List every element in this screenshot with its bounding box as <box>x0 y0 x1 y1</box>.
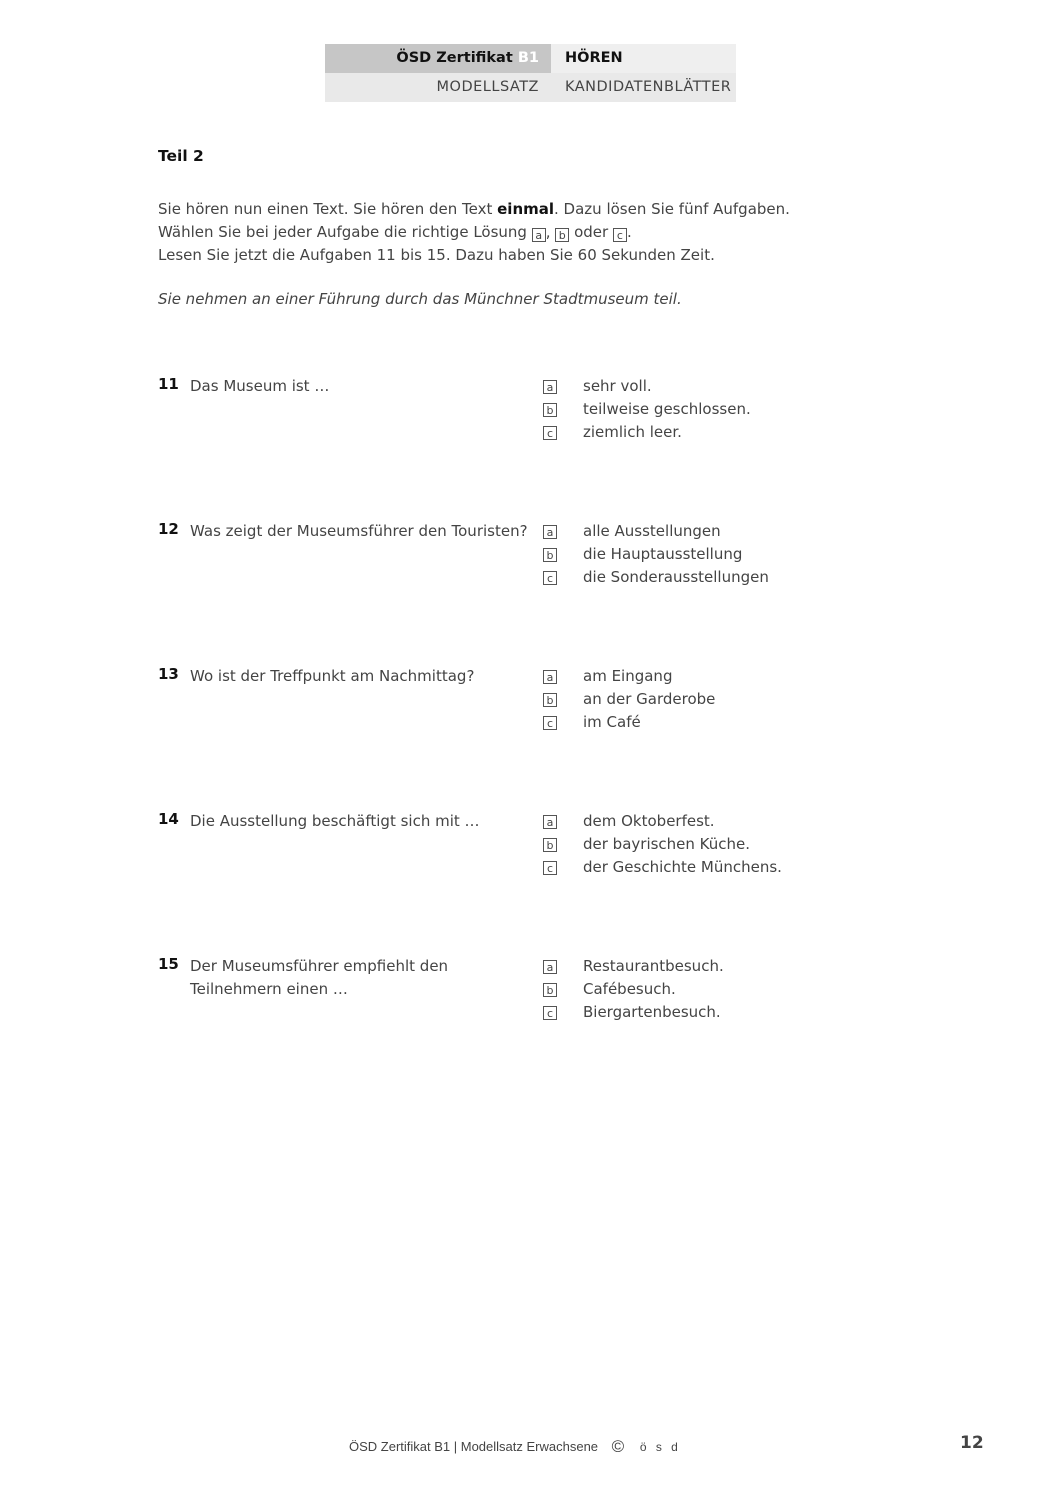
checkbox-b[interactable]: b <box>543 983 557 997</box>
comma: , <box>545 223 551 241</box>
task-question: Wo ist der Treffpunkt am Nachmittag? <box>190 667 475 685</box>
task-question: Der Museumsführer empfiehlt den Teilnehmern einen … <box>190 957 449 998</box>
task-options <box>543 375 751 444</box>
option-b[interactable] <box>543 688 715 711</box>
task-options <box>543 665 715 734</box>
teil-title: Teil 2 <box>158 147 204 165</box>
option-box-b: b <box>555 228 569 242</box>
option-b[interactable] <box>543 833 782 856</box>
option-text: die Hauptausstellung <box>583 545 743 563</box>
checkbox-c[interactable]: c <box>543 1006 557 1020</box>
header-row-2 <box>325 73 736 102</box>
checkbox-a[interactable]: a <box>543 380 557 394</box>
option-c[interactable] <box>543 711 715 734</box>
header-table <box>325 44 736 102</box>
instruction-text: Wählen Sie bei jeder Aufgabe die richtige Lösung <box>158 223 527 241</box>
checkbox-a[interactable]: a <box>543 960 557 974</box>
checkbox-a[interactable]: a <box>543 815 557 829</box>
option-a[interactable] <box>543 375 751 398</box>
kandidaten-label: KANDIDATENBLÄTTER <box>551 73 736 102</box>
checkbox-a[interactable]: a <box>543 525 557 539</box>
task-number: 12 <box>158 520 179 538</box>
option-c[interactable] <box>543 566 769 589</box>
instructions <box>158 198 790 267</box>
page-number: 12 <box>960 1433 984 1453</box>
option-text: am Eingang <box>583 667 673 685</box>
task-options <box>543 520 769 589</box>
option-a[interactable] <box>543 955 724 978</box>
section-title: HÖREN <box>551 44 736 73</box>
option-a[interactable] <box>543 520 769 543</box>
task-question: Das Museum ist … <box>190 377 330 395</box>
option-c[interactable] <box>543 856 782 879</box>
option-box-a: a <box>532 228 546 242</box>
scenario-text: Sie nehmen an einer Führung durch das Münchner Stadtmuseum teil. <box>158 290 682 308</box>
period: . <box>626 223 632 241</box>
option-c[interactable] <box>543 1001 724 1024</box>
task-number: 11 <box>158 375 179 393</box>
option-a[interactable] <box>543 810 782 833</box>
footer-text: ÖSD Zertifikat B1 | Modellsatz Erwachsene <box>349 1439 599 1454</box>
option-box-c: c <box>613 228 627 242</box>
option-b[interactable] <box>543 543 769 566</box>
cert-name: ÖSD Zertifikat <box>396 50 513 66</box>
option-text: sehr voll. <box>583 377 652 395</box>
copyright-icon: © <box>611 1437 625 1456</box>
modellsatz-label: MODELLSATZ <box>325 73 551 102</box>
instruction-text: . Dazu lösen Sie fünf Aufgaben. <box>554 200 790 218</box>
task-options <box>543 955 724 1024</box>
instruction-line-2 <box>158 221 790 244</box>
option-text: der Geschichte Münchens. <box>583 858 782 876</box>
osd-logo: ö s d <box>639 1440 681 1454</box>
header-row-1 <box>325 44 736 73</box>
checkbox-b[interactable]: b <box>543 403 557 417</box>
footer <box>349 1437 681 1457</box>
option-b[interactable] <box>543 978 724 1001</box>
checkbox-b[interactable]: b <box>543 693 557 707</box>
task-number: 13 <box>158 665 179 683</box>
checkbox-a[interactable]: a <box>543 670 557 684</box>
option-text: alle Ausstellungen <box>583 522 721 540</box>
option-a[interactable] <box>543 665 715 688</box>
option-text: teilweise geschlossen. <box>583 400 751 418</box>
option-text: dem Oktoberfest. <box>583 812 715 830</box>
option-text: der bayrischen Küche. <box>583 835 751 853</box>
task-number: 14 <box>158 810 179 828</box>
option-text: im Café <box>583 713 641 731</box>
instruction-line-3: Lesen Sie jetzt die Aufgaben 11 bis 15. Dazu haben Sie 60 Sekunden Zeit. <box>158 246 715 264</box>
checkbox-b[interactable]: b <box>543 838 557 852</box>
option-text: Biergartenbesuch. <box>583 1003 721 1021</box>
option-text: Cafébesuch. <box>583 980 676 998</box>
option-text: die Sonderausstellungen <box>583 568 769 586</box>
instruction-line-1 <box>158 198 790 221</box>
instruction-emphasis: einmal <box>497 200 555 218</box>
checkbox-c[interactable]: c <box>543 571 557 585</box>
task-number: 15 <box>158 955 179 973</box>
cert-level: B1 <box>517 50 539 66</box>
task-question: Was zeigt der Museumsführer den Touristen? <box>190 522 528 540</box>
checkbox-c[interactable]: c <box>543 716 557 730</box>
instruction-text: Sie hören nun einen Text. Sie hören den Text <box>158 200 498 218</box>
task-question: Die Ausstellung beschäftigt sich mit … <box>190 812 480 830</box>
checkbox-c[interactable]: c <box>543 426 557 440</box>
task-options <box>543 810 782 879</box>
option-text: ziemlich leer. <box>583 423 682 441</box>
option-text: Restaurantbesuch. <box>583 957 724 975</box>
option-b[interactable] <box>543 398 751 421</box>
option-text: an der Garderobe <box>583 690 716 708</box>
checkbox-c[interactable]: c <box>543 861 557 875</box>
cert-title <box>325 44 551 73</box>
checkbox-b[interactable]: b <box>543 548 557 562</box>
instruction-text: oder <box>574 223 609 241</box>
option-c[interactable] <box>543 421 751 444</box>
